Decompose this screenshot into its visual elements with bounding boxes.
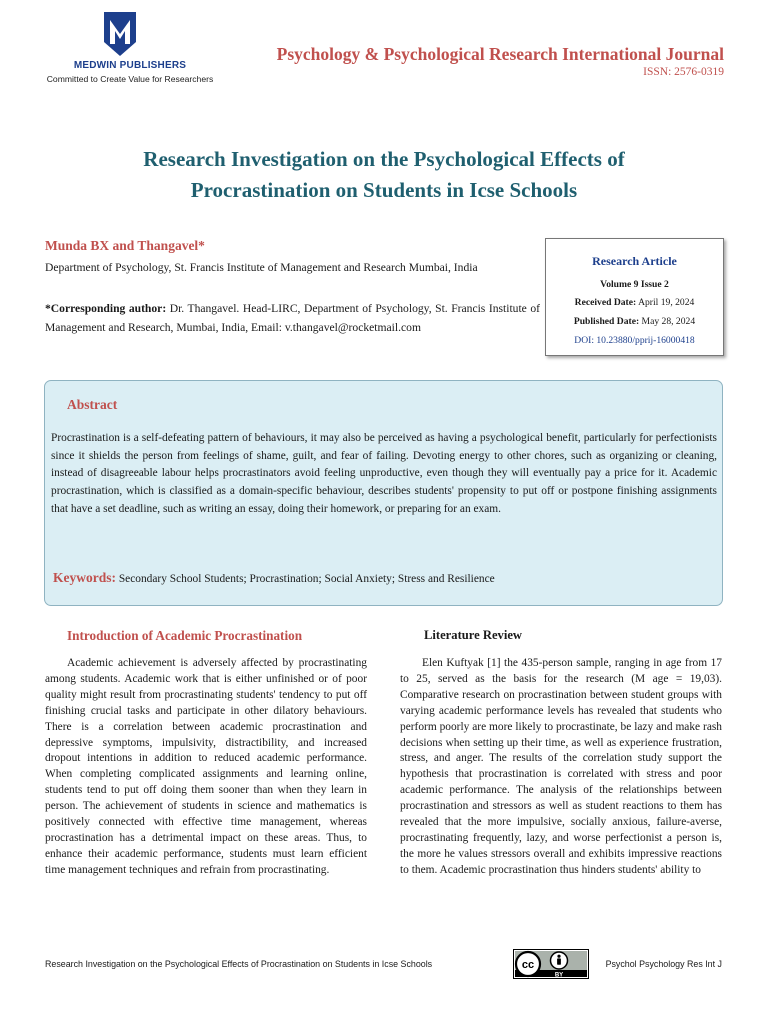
medwin-shield-logo-icon xyxy=(102,10,138,58)
doi-link[interactable]: DOI: 10.23880/pprij-16000418 xyxy=(574,335,695,346)
svg-text:cc: cc xyxy=(521,959,535,971)
literature-review-paragraph: Elen Kuftyak [1] the 435-person sample, ranging in age from 17 to 25, served as the basis for the research (M age = 19,03). Comparative research on procrastination between student groups with varying academic performance levels has revealed that students who perform poorly are more likely to procrastinate, be lazy and make rash decisions when setting up their time, as well as experience frustration, stress, and anger. The results of the correlation study support the hypothesis that procrastination is correlated with stress and poor academic performance. The analysis of the relationships between procrastination and stressors as well as student reactions to them has revealed that the more impulsive, socially anxious, failure-averse, procrastinating frequently, lazy, and worse perfectionist a person is, the more he values stressors overall and exhibits impressive reactions to them. Academic procrastination thus hinders students' ability to xyxy=(400,657,722,876)
abstract-box xyxy=(44,380,723,606)
keywords xyxy=(53,567,495,586)
article-info-box xyxy=(545,238,724,356)
publisher-logo xyxy=(40,8,220,88)
corresponding-author-label: *Corresponding author: xyxy=(45,302,167,315)
journal-name: Psychology & Psychological Research International Journal xyxy=(276,44,724,64)
author-affiliation: Department of Psychology, St. Francis Institute of Management and Research Mumbai, India xyxy=(45,261,478,274)
journal-issn: ISSN: 2576-0319 xyxy=(643,66,724,78)
abstract-heading: Abstract xyxy=(67,397,118,412)
corresponding-author-text: Dr. Thangavel. Head-LIRC, Department of Psychology, St. Francis Institute of Management and Research, Mumbai, India, Email: v.thangavel@rocketmail.com xyxy=(45,302,540,334)
published-date: Published Date: May 28, 2024 xyxy=(573,316,696,327)
corresponding-author xyxy=(45,299,540,337)
keywords-list: Secondary School Students; Procrastination; Social Anxiety; Stress and Resilience xyxy=(116,573,495,585)
volume-issue: Volume 9 Issue 2 xyxy=(600,279,669,290)
footer-running-title: Research Investigation on the Psychological Effects of Procrastination on Students in Icse Schools xyxy=(45,959,433,969)
article-title xyxy=(60,144,708,206)
publisher-tagline: Committed to Create Value for Researchers xyxy=(46,74,214,84)
footer-journal-abbrev: Psychol Psychology Res Int J xyxy=(605,959,722,969)
section-heading-literature-review: Literature Review xyxy=(424,628,523,642)
section-heading-introduction: Introduction of Academic Procrastination xyxy=(67,628,303,643)
publisher-name: MEDWIN PUBLISHERS xyxy=(73,60,187,71)
article-type: Research Article xyxy=(592,254,677,268)
abstract-text: Procrastination is a self-defeating pattern of behaviours, it may also be perceived as having a psychological benefit, particularly for perfectionists since it shields the person from feelings of shame, guilt, and fear of failing. Devoting energy to other chores, such as organizing or cleaning, instead of disagreeable labour helps procrastinators avoid feeling unproductive, even though they will eventually pay a price for it. Academic procrastination, which is classified as a domain-specific behaviour, describes students' propensity to put off or postpone finishing assignments that have a set deadline, such as writing an essay, doing their homework, or preparing for an exam. xyxy=(51,432,717,515)
introduction-paragraph: Academic achievement is adversely affected by procrastinating among students. Academic work that is either unfinished or of poor quality might result from procrastinating students' tendency to put off finishing crucial tasks and participate in other dilatory behaviours. There is a correlation between academic procrastination and depressive symptoms, impulsivity, distractibility, and increased dropout intentions in addition to reduced academic performance. When completing complicated assignments and learning online, students tend to put off doing them sooner than when they learn in person. The achievement of students in science and mathematics is positively connected with effective time management, whereas procrastination has a detrimental impact on these areas. Thus, to enhance their academic performance, students must learn efficient time management techniques and refrain from procrastinating. xyxy=(45,657,367,876)
author-names: Munda BX and Thangavel* xyxy=(45,238,205,253)
title-line-1: Research Investigation on the Psychological Effects of xyxy=(143,147,625,171)
cc-by-license-icon[interactable] xyxy=(513,949,589,979)
keywords-label: Keywords: xyxy=(53,570,116,585)
received-date: Received Date: April 19, 2024 xyxy=(574,297,695,308)
cc-by-text: BY xyxy=(554,972,564,979)
title-line-2: Procrastination on Students in Icse Schools xyxy=(190,178,578,202)
